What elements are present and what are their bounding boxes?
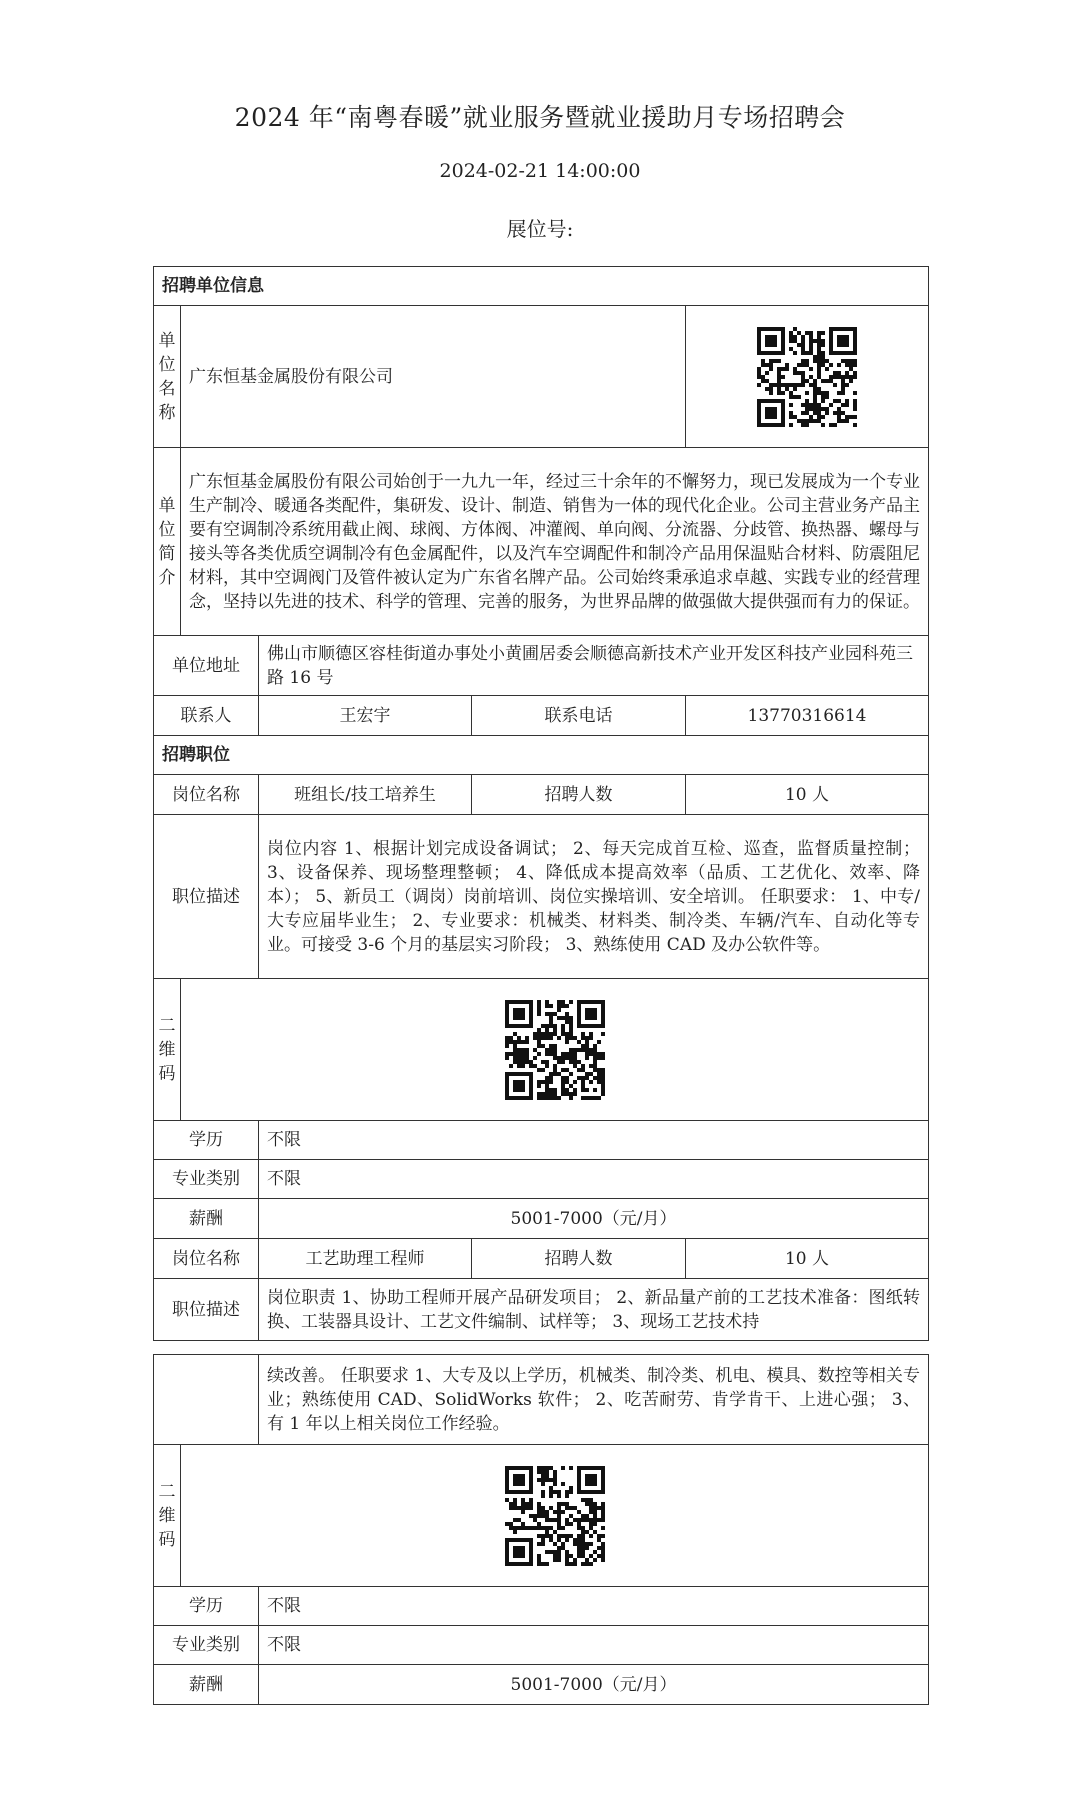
address-label: 单位地址 xyxy=(154,636,259,696)
contact-name: 王宏宇 xyxy=(259,696,472,736)
job2-education: 不限 xyxy=(259,1587,929,1626)
job2-description-part1: 岗位职责 1、协助工程师开展产品研发项目； 2、新品量产前的工艺技术准备：图纸转换、工装器具设计、工艺文件编制、试样等； 3、现场工艺技术持 xyxy=(259,1279,929,1341)
job1-headcount: 10 人 xyxy=(686,775,929,815)
job2-qr-cell xyxy=(181,1445,929,1587)
job2-major-label: 专业类别 xyxy=(154,1626,259,1665)
page-title: 2024 年“南粤春暖”就业服务暨就业援助月专场招聘会 xyxy=(234,103,846,132)
booth-number: 展位号: xyxy=(506,217,574,241)
job1-description-label: 职位描述 xyxy=(154,815,259,979)
job1-headcount-label: 招聘人数 xyxy=(472,775,686,815)
job1-education-label: 学历 xyxy=(154,1121,259,1160)
job2-position-name: 工艺助理工程师 xyxy=(259,1239,472,1279)
contact-phone: 13770316614 xyxy=(686,696,929,736)
job1-major-label: 专业类别 xyxy=(154,1160,259,1199)
phone-label: 联系电话 xyxy=(472,696,686,736)
company-intro-label: 单 位 简 介 xyxy=(154,448,181,636)
job2-headcount-label: 招聘人数 xyxy=(472,1239,686,1279)
job2-position-label: 岗位名称 xyxy=(154,1239,259,1279)
job1-salary-label: 薪酬 xyxy=(154,1199,259,1239)
job2-qr-code-icon[interactable] xyxy=(505,1466,605,1566)
job1-education: 不限 xyxy=(259,1121,929,1160)
recruitment-table xyxy=(153,266,929,1341)
job2-salary: 5001-7000（元/月） xyxy=(259,1665,929,1705)
job1-qr-label: 二 维 码 xyxy=(154,979,181,1121)
job1-description: 岗位内容 1、根据计划完成设备调试； 2、每天完成首互检、巡查，监督质量控制； 3、设备保养、现场整理整顿； 4、降低成本提高效率（品质、工艺优化、效率、降本）； 5、新员工（调岗）岗前培训、岗位实操培训、安全培训。 任职要求： 1、中专/大专应届毕业生； 2、专业要求：机械类、材料类、制冷类、车辆/汽车、自动化等专业。可接受 3-6 个月的基层实习阶段； 3、熟练使用 CAD 及办公软件等。 xyxy=(259,815,929,979)
job1-salary: 5001-7000（元/月） xyxy=(259,1199,929,1239)
job2-description-label: 职位描述 xyxy=(154,1279,259,1341)
company-qr-code-icon[interactable] xyxy=(757,327,857,427)
job2-headcount: 10 人 xyxy=(686,1239,929,1279)
contact-label: 联系人 xyxy=(154,696,259,736)
company-intro: 广东恒基金属股份有限公司始创于一九九一年，经过三十余年的不懈努力，现已发展成为一个专业生产制冷、暖通各类配件，集研发、设计、制造、销售为一体的现代化企业。公司主营业务产品主要有空调制冷系统用截止阀、球阀、方体阀、冲灌阀、单向阀、分流器、分歧管、换热器、螺母与接头等各类优质空调制冷有色金属配件，以及汽车空调配件和制冷产品用保温贴合材料、防震阻尼材料，其中空调阀门及管件被认定为广东省名牌产品。公司始终秉承追求卓越、实践专业的经营理念，坚持以先进的技术、科学的管理、完善的服务，为世界品牌的做强做大提供强而有力的保证。 xyxy=(181,448,929,636)
job2-description-label-continued xyxy=(154,1355,259,1445)
job1-position-label: 岗位名称 xyxy=(154,775,259,815)
job1-major: 不限 xyxy=(259,1160,929,1199)
company-name: 广东恒基金属股份有限公司 xyxy=(181,306,686,448)
job2-qr-label: 二 维 码 xyxy=(154,1445,181,1587)
job2-salary-label: 薪酬 xyxy=(154,1665,259,1705)
job2-major: 不限 xyxy=(259,1626,929,1665)
recruitment-table-continued xyxy=(153,1354,929,1705)
jobs-section-title: 招聘职位 xyxy=(154,736,929,775)
job1-qr-cell xyxy=(181,979,929,1121)
event-datetime: 2024-02-21 14:00:00 xyxy=(439,160,641,182)
company-qr-cell xyxy=(686,306,929,448)
job2-description-part2: 续改善。 任职要求 1、大专及以上学历，机械类、制冷类、机电、模具、数控等相关专业；熟练使用 CAD、SolidWorks 软件； 2、吃苦耐劳、肯学肯干、上进心强； 3、有 1 年以上相关岗位工作经验。 xyxy=(259,1355,929,1445)
job1-position-name: 班组长/技工培养生 xyxy=(259,775,472,815)
company-name-label: 单 位 名 称 xyxy=(154,306,181,448)
company-section-title: 招聘单位信息 xyxy=(154,267,929,306)
job1-qr-code-icon[interactable] xyxy=(505,1000,605,1100)
job2-education-label: 学历 xyxy=(154,1587,259,1626)
company-address: 佛山市顺德区容桂街道办事处小黄圃居委会顺德高新技术产业开发区科技产业园科苑三路 16 号 xyxy=(259,636,929,696)
